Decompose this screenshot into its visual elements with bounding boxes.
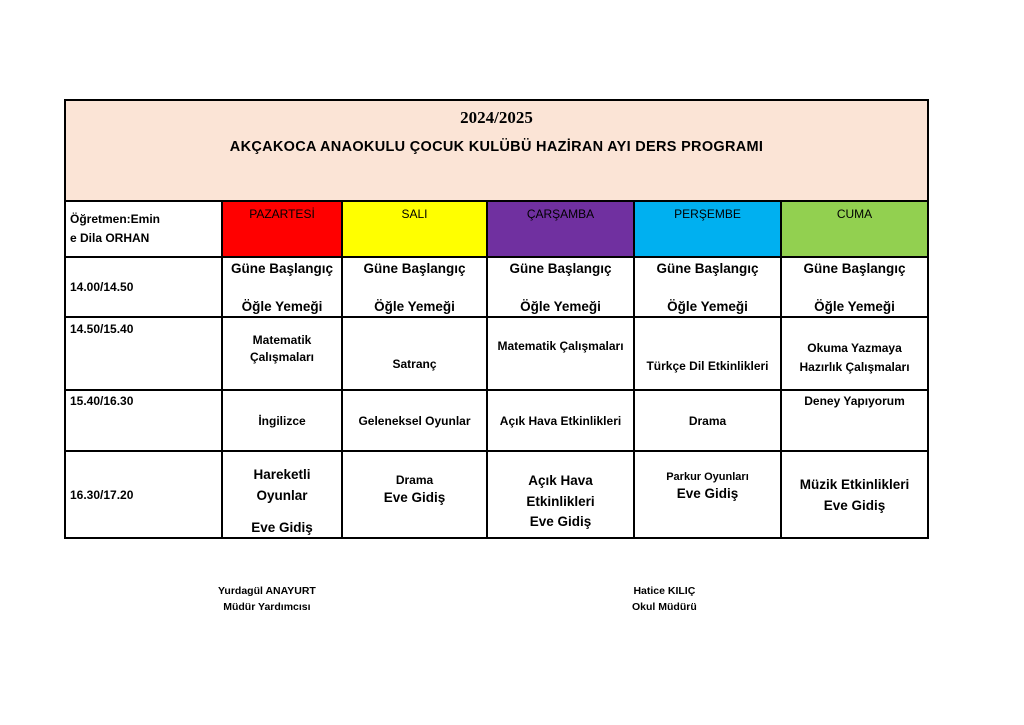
table-row [65, 317, 928, 390]
teacher-name-line2: e Dila ORHAN [70, 231, 150, 245]
activity: Türkçe Dil Etkinlikleri [646, 359, 769, 374]
activity: Öğle Yemeği [241, 299, 323, 315]
schedule-cell [222, 451, 342, 538]
page-title: AKÇAKOCA ANAOKULU ÇOCUK KULÜBÜ HAZİRAN AYI DERS PROGRAMI [229, 138, 764, 155]
activity: Güne Başlangıç [230, 261, 334, 276]
activity: Öğle Yemeği [667, 299, 748, 315]
table-row [65, 390, 928, 451]
time-slot [65, 390, 222, 451]
day-header-wednesday [487, 201, 634, 257]
schedule-cell [222, 317, 342, 390]
activity: Drama [688, 413, 727, 428]
activity: Eve Gidiş [823, 497, 886, 513]
activity: Öğle Yemeği [520, 299, 601, 315]
schedule-cell [487, 257, 634, 317]
schedule-cell [781, 390, 928, 451]
table-row [65, 257, 928, 317]
schedule-cell [342, 317, 487, 390]
schedule-cell [634, 317, 781, 390]
activity: Eve Gidiş [676, 486, 739, 502]
schedule-cell [487, 390, 634, 451]
signature-right [632, 583, 697, 616]
activity: Öğle Yemeği [814, 299, 895, 315]
activity: Güne Başlangıç [509, 261, 612, 276]
activity: Güne Başlangıç [363, 261, 466, 276]
activity: Deney Yapıyorum [804, 394, 905, 409]
schedule-cell [342, 257, 487, 317]
schedule-cell [634, 451, 781, 538]
header-cell [65, 100, 928, 201]
day-label: ÇARŞAMBA [526, 207, 595, 221]
signature-name: Yurdagül ANAYURT [218, 585, 316, 597]
schedule-cell [781, 317, 928, 390]
time-label: 15.40/16.30 [70, 394, 134, 409]
activity: Eve Gidiş [251, 519, 313, 535]
activity: Güne Başlangıç [803, 261, 906, 276]
day-label: PERŞEMBE [674, 207, 741, 221]
activity: İngilizce [258, 413, 306, 428]
signature-name: Hatice KILIÇ [633, 585, 696, 597]
activity: Hareketli [253, 467, 311, 483]
schedule-cell [634, 257, 781, 317]
schedule-cell [342, 451, 487, 538]
activity: Açık Hava Etkinlikleri [499, 413, 622, 428]
schedule-cell [342, 390, 487, 451]
activity: Öğle Yemeği [374, 299, 455, 315]
schedule-cell [222, 390, 342, 451]
time-label: 14.50/15.40 [70, 322, 134, 337]
activity: Matematik [252, 333, 312, 348]
teacher-cell [65, 201, 222, 257]
time-slot: 14.00/14.50 [65, 257, 222, 317]
schedule-cell [781, 451, 928, 538]
teacher-name-line1: Öğretmen:Emin [70, 211, 161, 226]
time-slot: 16.30/17.20 [65, 451, 222, 538]
activity: Hazırlık Çalışmaları [799, 359, 910, 374]
table-row [65, 451, 928, 538]
day-label: PAZARTESİ [249, 207, 315, 221]
activity: Matematik Çalışmaları [497, 339, 624, 354]
time-slot [65, 317, 222, 390]
schedule-cell [222, 257, 342, 317]
signature-role: Müdür Yardımcısı [223, 601, 311, 614]
schedule-table [64, 99, 929, 539]
activity: Eve Gidiş [383, 489, 446, 505]
activity: Satranç [392, 357, 437, 372]
school-year: 2024/2025 [460, 108, 533, 127]
activity: Geleneksel Oyunlar [358, 413, 471, 428]
activity: Eve Gidiş [529, 513, 592, 529]
day-header-monday [222, 201, 342, 257]
day-label: CUMA [836, 207, 873, 221]
activity: Açık Hava [528, 473, 593, 489]
signature-role: Okul Müdürü [632, 601, 697, 614]
day-header-friday [781, 201, 928, 257]
schedule-cell [781, 257, 928, 317]
schedule-cell [487, 317, 634, 390]
activity: Parkur Oyunları [666, 471, 749, 484]
signature-left [218, 583, 316, 616]
day-header-tuesday [342, 201, 487, 257]
activity: Oyunlar [256, 487, 308, 503]
activity: Drama [395, 473, 434, 488]
activity: Okuma Yazmaya [807, 341, 902, 356]
activity: Güne Başlangıç [656, 261, 759, 276]
activity: Etkinlikleri [526, 493, 595, 509]
activity: Müzik Etkinlikleri [799, 477, 910, 493]
day-header-thursday [634, 201, 781, 257]
day-label: SALI [401, 207, 428, 221]
schedule-cell [487, 451, 634, 538]
schedule-cell [634, 390, 781, 451]
activity: Çalışmaları [249, 349, 315, 364]
